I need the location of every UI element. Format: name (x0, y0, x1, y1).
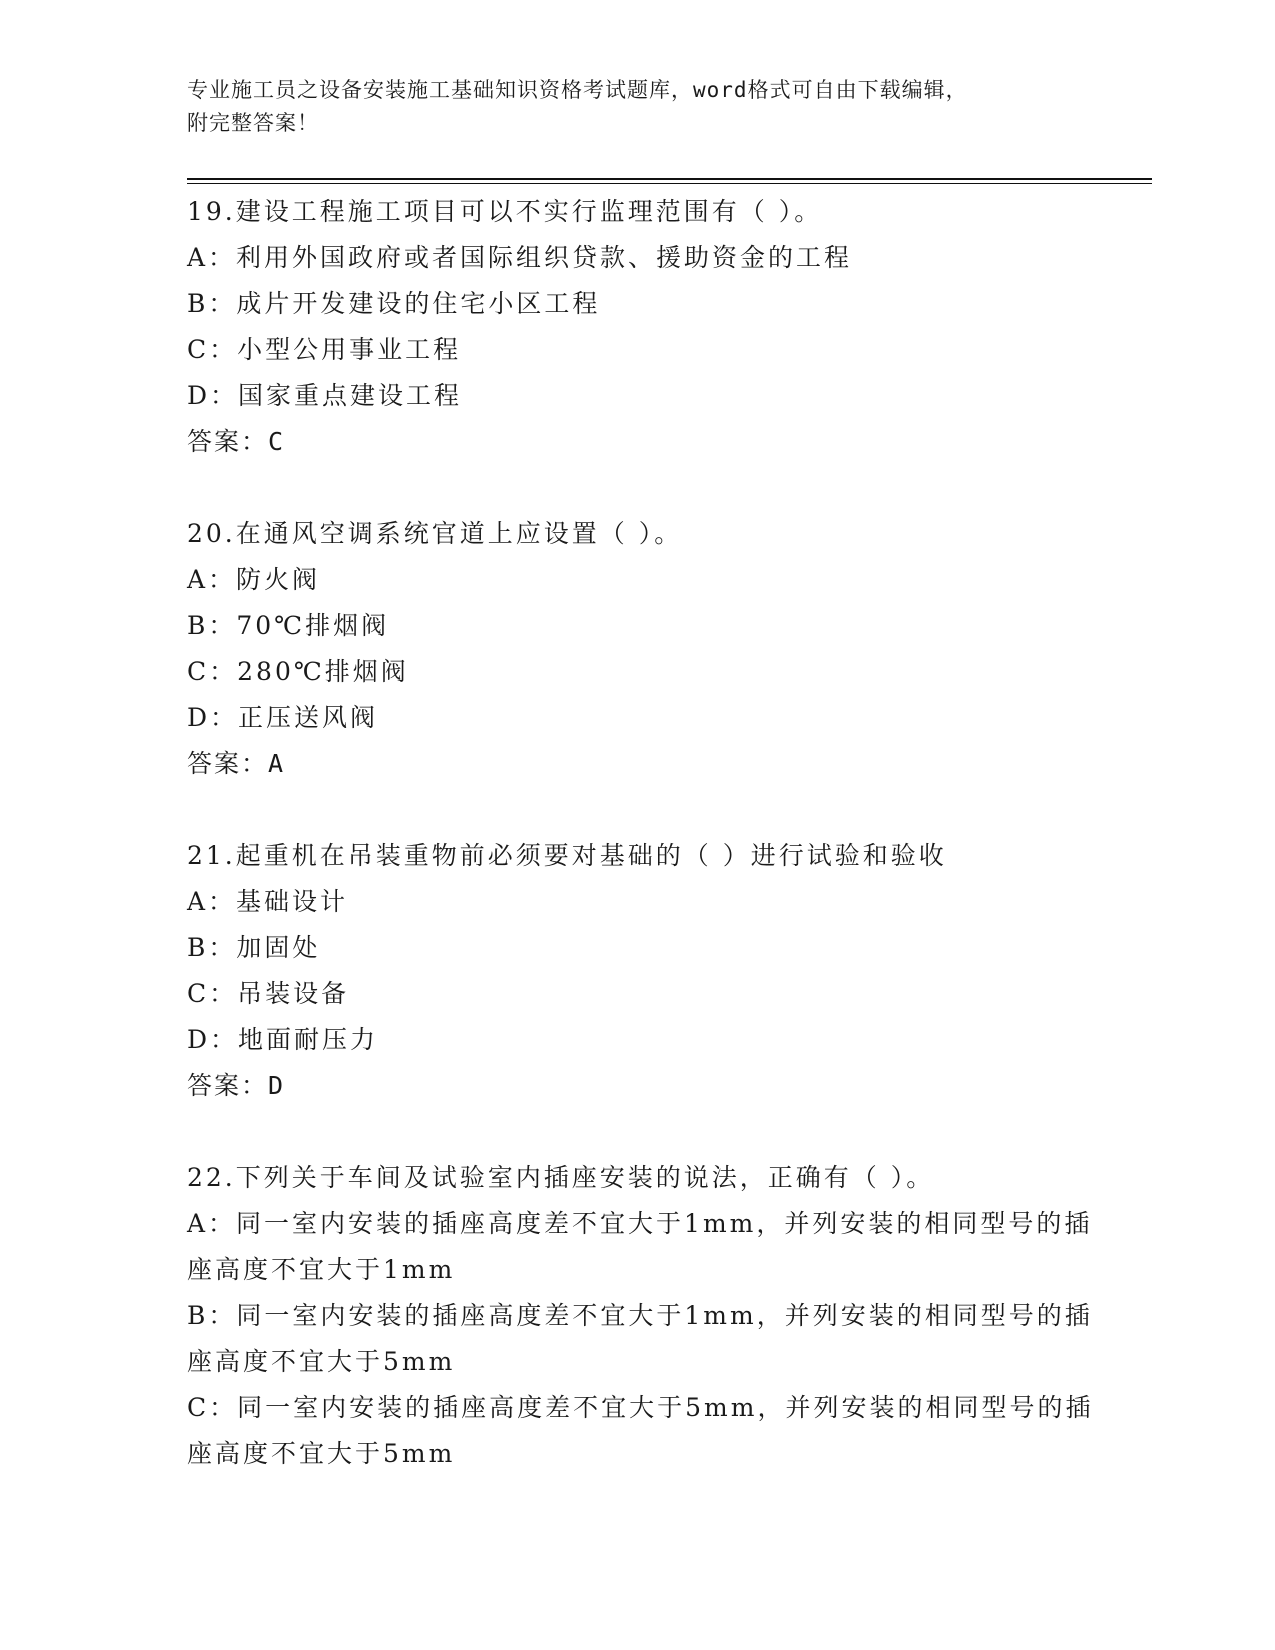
option-a: A：利用外国政府或者国际组织贷款、援助资金的工程 (187, 243, 853, 272)
option-b: B：成片开发建设的住宅小区工程 (187, 289, 601, 318)
option-c: C：小型公用事业工程 (187, 335, 462, 364)
question-stem: 19.建设工程施工项目可以不实行监理范围有（ ）。 (187, 197, 823, 226)
question-20 (187, 511, 1107, 787)
answer: 答案：D (187, 1071, 286, 1100)
option-d: D：国家重点建设工程 (187, 381, 463, 410)
option-b: B：加固处 (187, 933, 321, 962)
question-19 (187, 189, 1107, 465)
option-c: C：同一室内安装的插座高度差不宜大于5mm，并列安装的相同型号的插座高度不宜大于5mm (187, 1393, 1094, 1468)
option-c: C：280℃排烟阀 (187, 657, 409, 686)
question-22 (187, 1155, 1107, 1477)
option-d: D：地面耐压力 (187, 1025, 379, 1054)
question-stem: 20.在通风空调系统官道上应设置（ ）。 (187, 519, 683, 548)
header-line-1: 专业施工员之设备安装施工基础知识资格考试题库，word格式可自由下载编辑， (187, 78, 968, 102)
document-header (187, 74, 1087, 140)
answer: 答案：C (187, 427, 286, 456)
option-b: B：同一室内安装的插座高度差不宜大于1mm，并列安装的相同型号的插座高度不宜大于5mm (187, 1301, 1093, 1376)
question-list (187, 189, 1107, 1523)
question-21 (187, 833, 1107, 1109)
option-a: A：防火阀 (187, 565, 321, 594)
header-line-2: 附完整答案！ (187, 111, 319, 135)
option-b: B：70℃排烟阀 (187, 611, 390, 640)
option-a: A：同一室内安装的插座高度差不宜大于1mm，并列安装的相同型号的插座高度不宜大于1mm (187, 1209, 1093, 1284)
option-c: C：吊装设备 (187, 979, 350, 1008)
answer: 答案：A (187, 749, 286, 778)
option-d: D：正压送风阀 (187, 703, 379, 732)
header-divider-thick (187, 178, 1152, 180)
question-stem: 22.下列关于车间及试验室内插座安装的说法，正确有（ ）。 (187, 1163, 935, 1192)
option-a: A：基础设计 (187, 887, 349, 916)
question-stem: 21.起重机在吊装重物前必须要对基础的（ ）进行试验和验收 (187, 841, 947, 870)
header-divider-thin (187, 183, 1152, 184)
